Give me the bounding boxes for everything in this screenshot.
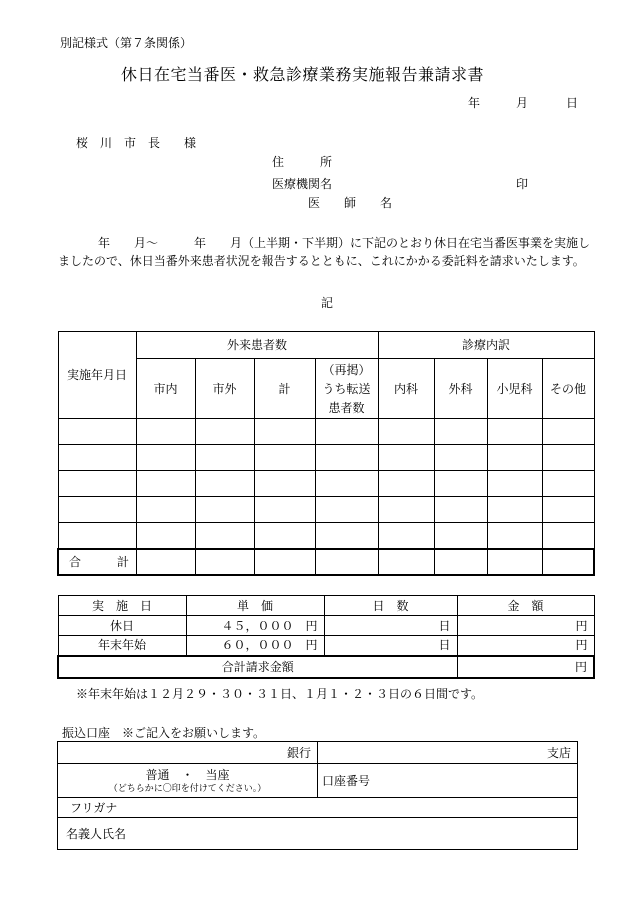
entry-cell[interactable] xyxy=(195,549,254,575)
ki-mark: 記 xyxy=(321,296,334,310)
branch-field[interactable]: 支店 xyxy=(318,742,578,764)
entry-cell[interactable] xyxy=(487,497,542,523)
fee-row-amount[interactable]: 円 xyxy=(457,636,594,656)
account-type-field[interactable] xyxy=(58,764,318,798)
entry-cell[interactable] xyxy=(434,419,487,445)
fee-header-date: 実 施 日 xyxy=(58,596,186,616)
institution-label: 医療機関名 xyxy=(272,177,333,191)
col-internal: 内科 xyxy=(378,359,434,419)
fee-row-label: 休日 xyxy=(58,616,186,636)
entry-cell[interactable] xyxy=(487,549,542,575)
entry-cell[interactable] xyxy=(58,471,136,497)
table-row xyxy=(58,445,594,471)
col-transfer xyxy=(315,359,378,419)
col-surgery: 外科 xyxy=(434,359,487,419)
col-subtotal: 計 xyxy=(254,359,315,419)
entry-cell[interactable] xyxy=(58,523,136,549)
entry-cell[interactable] xyxy=(315,471,378,497)
entry-cell[interactable] xyxy=(195,419,254,445)
furigana-field[interactable]: フリガナ xyxy=(58,798,578,818)
note: ※年末年始は１２月２９・３０・３１日、１月１・２・３日の６日間です。 xyxy=(76,687,484,701)
date-day-label: 日 xyxy=(566,96,579,110)
entry-cell[interactable] xyxy=(487,523,542,549)
bank-heading: 振込口座 ※ご記入をお願いします。 xyxy=(62,726,266,740)
entry-cell[interactable] xyxy=(434,497,487,523)
table-row xyxy=(58,419,594,445)
entry-cell[interactable] xyxy=(378,523,434,549)
transfer-line-1: （再掲） xyxy=(322,362,371,377)
entry-cell[interactable] xyxy=(136,471,195,497)
form-label: 別記様式（第７条関係） xyxy=(60,36,193,50)
entry-cell[interactable] xyxy=(254,549,315,575)
date-month-label: 月 xyxy=(516,96,529,110)
fee-total-label: 合計請求金額 xyxy=(58,656,457,678)
report-paragraph: 年 月～ 年 月（上半期・下半期）に下記のとおり休日在宅当番医事業を実施しましたので、休日当番外来患者状況を報告するとともに、これにかかる委託料を請求いたします。 xyxy=(58,236,591,268)
entry-cell[interactable] xyxy=(434,523,487,549)
fee-table xyxy=(57,595,595,679)
entry-cell[interactable] xyxy=(542,549,594,575)
entry-cell[interactable] xyxy=(195,497,254,523)
account-type-note: （どちらかに〇印を付けてください。） xyxy=(108,783,267,794)
col-city-in: 市内 xyxy=(136,359,195,419)
entry-cell[interactable] xyxy=(136,549,195,575)
entry-cell[interactable] xyxy=(195,445,254,471)
transfer-line-3: 患者数 xyxy=(328,400,365,415)
entry-cell[interactable] xyxy=(378,445,434,471)
fee-row-days[interactable]: 日 xyxy=(324,616,457,636)
fee-total-row xyxy=(58,656,594,678)
entry-cell[interactable] xyxy=(378,549,434,575)
table-row xyxy=(58,497,594,523)
entry-cell[interactable] xyxy=(195,471,254,497)
entry-cell[interactable] xyxy=(136,497,195,523)
table-row xyxy=(58,471,594,497)
col-pediatrics: 小児科 xyxy=(487,359,542,419)
fee-row-price: ６０，０００ 円 xyxy=(186,636,324,656)
entry-cell[interactable] xyxy=(542,471,594,497)
entry-cell[interactable] xyxy=(136,523,195,549)
fee-row-days[interactable]: 日 xyxy=(324,636,457,656)
report-table xyxy=(57,331,595,576)
entry-cell[interactable] xyxy=(58,445,136,471)
entry-cell[interactable] xyxy=(254,419,315,445)
account-number-field[interactable]: 口座番号 xyxy=(318,764,578,798)
entry-cell[interactable] xyxy=(487,419,542,445)
address-label: 住 所 xyxy=(272,155,333,169)
entry-cell[interactable] xyxy=(58,497,136,523)
entry-cell[interactable] xyxy=(378,471,434,497)
total-label: 合 計 xyxy=(58,549,136,575)
entry-cell[interactable] xyxy=(487,445,542,471)
entry-cell[interactable] xyxy=(254,497,315,523)
fee-header-amount: 金 額 xyxy=(457,596,594,616)
outpatient-header: 外来患者数 xyxy=(136,332,378,359)
date-header: 実施年月日 xyxy=(58,332,136,419)
col-other: その他 xyxy=(542,359,594,419)
seal-mark: 印 xyxy=(516,177,529,191)
entry-cell[interactable] xyxy=(254,471,315,497)
fee-total-amount[interactable]: 円 xyxy=(457,656,594,678)
breakdown-header: 診療内訳 xyxy=(378,332,594,359)
entry-cell[interactable] xyxy=(434,549,487,575)
addressee: 桜 川 市 長 様 xyxy=(76,136,197,150)
entry-cell[interactable] xyxy=(542,497,594,523)
entry-cell[interactable] xyxy=(195,523,254,549)
doctor-label: 医 師 名 xyxy=(308,196,393,210)
entry-cell[interactable] xyxy=(542,419,594,445)
entry-cell[interactable] xyxy=(378,497,434,523)
entry-cell[interactable] xyxy=(487,471,542,497)
entry-cell[interactable] xyxy=(434,445,487,471)
entry-cell[interactable] xyxy=(378,419,434,445)
account-type-options: 普通 ・ 当座 xyxy=(145,767,230,782)
fee-row-label: 年末年始 xyxy=(58,636,186,656)
entry-cell[interactable] xyxy=(58,419,136,445)
fee-row-amount[interactable]: 円 xyxy=(457,616,594,636)
entry-cell[interactable] xyxy=(542,445,594,471)
entry-cell[interactable] xyxy=(315,445,378,471)
entry-cell[interactable] xyxy=(254,523,315,549)
transfer-line-2: うち転送 xyxy=(322,381,371,396)
page-title: 休日在宅当番医・救急診療業務実施報告兼請求書 xyxy=(121,65,485,84)
bank-table xyxy=(57,741,578,850)
fee-row-newyear xyxy=(58,636,594,656)
total-row xyxy=(58,549,594,575)
entry-cell[interactable] xyxy=(315,549,378,575)
date-year-label: 年 xyxy=(468,96,481,110)
fee-header-price: 単 価 xyxy=(186,596,324,616)
fee-row-holiday xyxy=(58,616,594,636)
entry-cell[interactable] xyxy=(254,445,315,471)
entry-cell[interactable] xyxy=(542,523,594,549)
bank-name-field[interactable]: 銀行 xyxy=(58,742,318,764)
col-city-out: 市外 xyxy=(195,359,254,419)
entry-cell[interactable] xyxy=(315,497,378,523)
entry-cell[interactable] xyxy=(315,523,378,549)
entry-cell[interactable] xyxy=(315,419,378,445)
fee-row-price: ４５，０００ 円 xyxy=(186,616,324,636)
fee-header-days: 日 数 xyxy=(324,596,457,616)
holder-name-field[interactable]: 名義人氏名 xyxy=(58,818,578,850)
entry-cell[interactable] xyxy=(136,445,195,471)
table-row xyxy=(58,523,594,549)
entry-cell[interactable] xyxy=(434,471,487,497)
entry-cell[interactable] xyxy=(136,419,195,445)
